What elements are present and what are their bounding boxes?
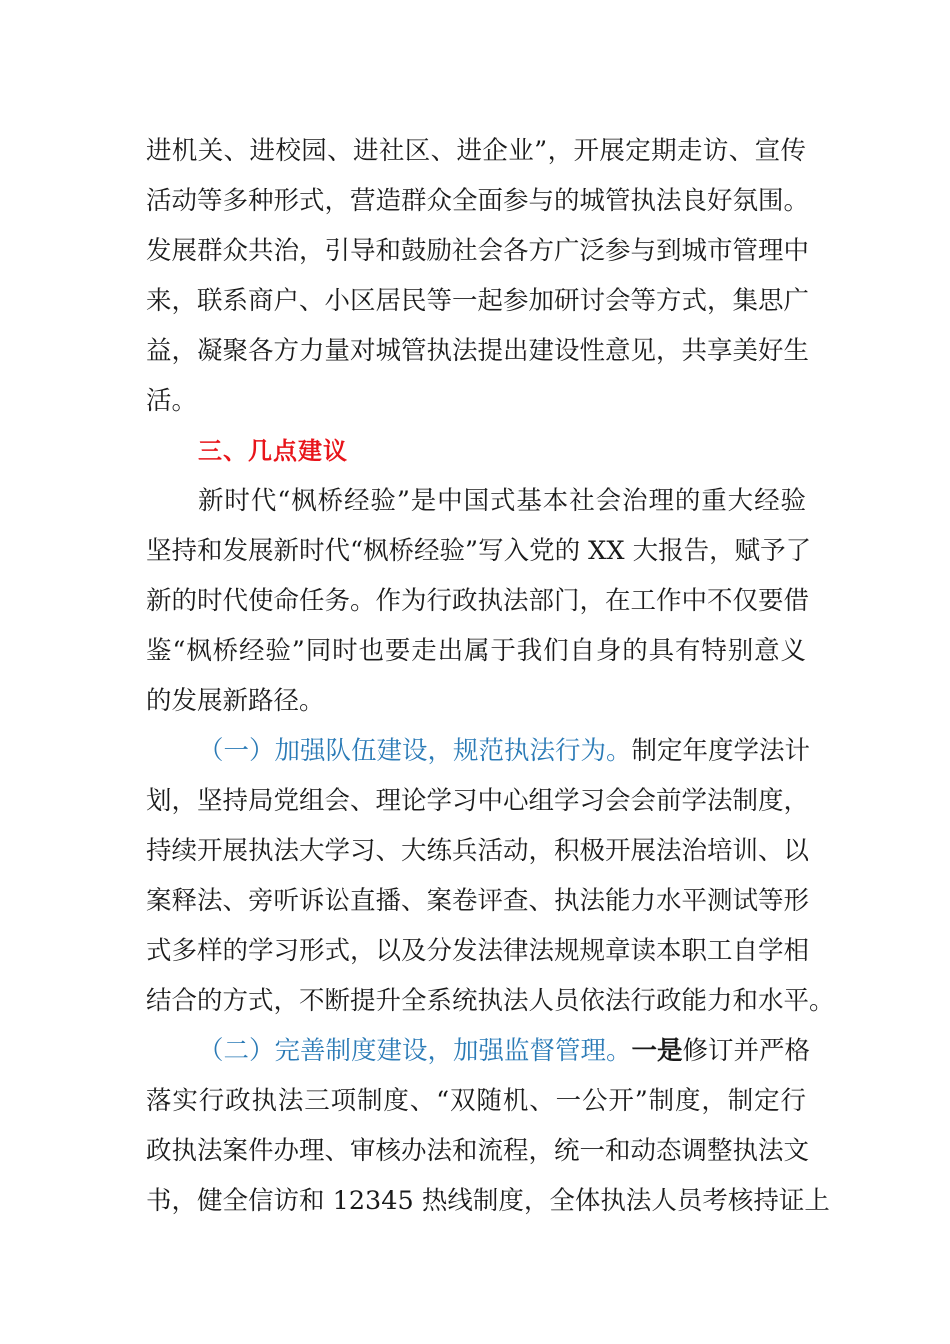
item-text: 制定年度学法计	[631, 736, 811, 766]
item-title: （二）完善制度建设，加强监督管理。	[198, 1036, 632, 1066]
paragraph-line: 活动等多种形式，营造群众全面参与的城管执法良好氛围。	[146, 186, 810, 216]
paragraph-line: 式多样的学习形式，以及分发法律法规规章读本职工自学相	[146, 936, 810, 966]
item-text: 修订并严格	[682, 1036, 811, 1066]
item-lead: 一是	[631, 1036, 683, 1066]
paragraph-line: 持续开展执法大学习、大练兵活动，积极开展法治培训、以	[146, 836, 810, 866]
paragraph-line: 发展群众共治，引导和鼓励社会各方广泛参与到城市管理中	[146, 236, 810, 266]
item-first-line	[198, 726, 811, 776]
paragraph-line: 来，联系商户、小区居民等一起参加研讨会等方式，集思广	[146, 286, 810, 316]
paragraph-line: 划，坚持局党组会、理论学习中心组学习会会前学法制度，	[146, 786, 810, 816]
paragraph-line: 益，凝聚各方力量对城管执法提出建设性意见，共享美好生	[146, 336, 810, 366]
item-first-line	[198, 1026, 811, 1076]
item-title: （一）加强队伍建设，规范执法行为。	[198, 736, 632, 766]
paragraph-line: 坚持和发展新时代“枫桥经验”写入党的 XX 大报告，赋予了	[146, 536, 812, 566]
paragraph-line: 鉴“枫桥经验”同时也要走出属于我们自身的具有特别意义	[146, 636, 806, 666]
paragraph-line: 落实行政执法三项制度、“双随机、一公开”制度，制定行	[146, 1086, 806, 1116]
paragraph-line: 新的时代使命任务。作为行政执法部门，在工作中不仅要借	[146, 586, 810, 616]
paragraph-line: 的发展新路径。	[146, 686, 325, 716]
paragraph-line: 结合的方式，不断提升全系统执法人员依法行政能力和水平。	[146, 986, 835, 1016]
paragraph-line: 书，健全信访和 12345 热线制度，全体执法人员考核持证上	[146, 1186, 830, 1216]
paragraph-line: 进机关、进校园、进社区、进企业”，开展定期走访、宣传	[146, 136, 806, 166]
paragraph-line: 新时代“枫桥经验”是中国式基本社会治理的重大经验	[198, 486, 806, 516]
paragraph-line: 案释法、旁听诉讼直播、案卷评查、执法能力水平测试等形	[146, 886, 810, 916]
section-heading: 三、几点建议	[198, 437, 348, 465]
paragraph-line: 活。	[146, 386, 198, 416]
paragraph-line: 政执法案件办理、审核办法和流程，统一和动态调整执法文	[146, 1136, 810, 1166]
